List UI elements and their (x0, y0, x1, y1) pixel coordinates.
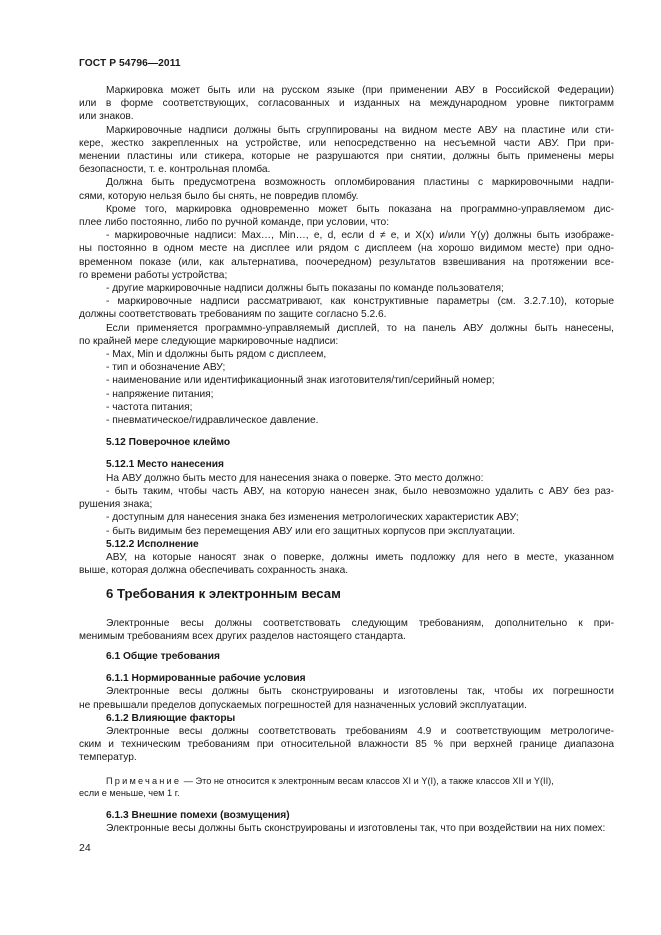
text-line: Должна быть предусмотрена возможность опломбирования пластины с маркировочными надпи- (106, 177, 614, 189)
list-item: - частота питания; (106, 401, 193, 413)
text-line: ским и техническим требованиям при относительной влажности 85 % при верхней границе диапазона (79, 739, 614, 751)
list-paragraph (79, 229, 614, 282)
paragraph: На АВУ должно быть место для нанесения знака о поверке. Это место должно: (106, 472, 484, 484)
paragraph (79, 617, 614, 643)
paragraph (79, 203, 614, 229)
text-line: Электронные весы должны соответствовать требованиям 4.9 и соответствующим метрологиче- (106, 725, 614, 737)
text-line: Кроме того, маркировка одновременно может быть показана на программно-управляемом дис- (106, 203, 614, 215)
paragraph (79, 84, 614, 124)
list-item: - пневматическое/гидравлическое давление. (106, 415, 319, 427)
text-line: температур. (79, 752, 137, 764)
text-line: - маркировочные надписи: Max…, Min…, e, d, если d ≠ e, и X(x) и/или Y(y) должны быть изображе- (106, 230, 614, 242)
text-line: - быть таким, чтобы часть АВУ, на которую нанесен знак, было невозможно удалить с АВУ без раз- (106, 485, 614, 497)
section-heading: 6.1 Общие требования (106, 650, 220, 662)
list-item: - напряжение питания; (106, 388, 214, 400)
text-line: - маркировочные надписи рассматривают, как конструктивные параметры (см. 3.2.7.10), которые (106, 296, 614, 308)
section-heading: 5.12 Поверочное клеймо (106, 437, 231, 449)
text-line: Если применяется программно-управляемый дисплей, то на панель АВУ должны быть нанесены, (106, 322, 614, 334)
page-number: 24 (79, 842, 91, 854)
text-line: менимым требованиям всех других разделов настоящего стандарта. (79, 630, 406, 642)
paragraph (79, 685, 614, 711)
standard-header: ГОСТ Р 54796—2011 (79, 58, 181, 69)
list-item: - наименование или идентификационный знак изготовителя/тип/серийный номер; (106, 375, 495, 387)
paragraph (79, 725, 614, 765)
text-line: временном показе (или, как альтернатива, поочередном) результатов взвешивания на протяжении все- (79, 256, 614, 268)
text-line: или в форме соответствующих, согласованных и изданных на международном уровне пиктограмм (79, 98, 614, 110)
text-line: — Это не относится к электронным весам классов XI и Y(I), а также классов XII и Y(II), (181, 775, 554, 786)
text-line: Маркировка может быть или на русском языке (при применении АВУ в Российской Федерации) (106, 85, 614, 96)
text-line: ны постоянно в одном месте на дисплее или рядом с дисплеем (на хорошо видимом месте) при одно- (79, 243, 614, 255)
list-item: - быть видимым без перемещения АВУ или его защитных корпусов при эксплуатации. (106, 525, 516, 537)
chapter-heading: 6 Требования к электронным весам (106, 586, 341, 602)
list-paragraph (79, 295, 614, 321)
text-line: рушения знака; (79, 499, 153, 511)
note (79, 775, 614, 800)
subsection-heading: 6.1.3 Внешние помехи (возмущения) (106, 809, 290, 821)
paragraph (79, 322, 614, 348)
paragraph (79, 551, 614, 577)
text-line: кере, жестко закрепленных на устройстве, или непосредственно на несъемной части АВУ. При при- (79, 137, 614, 149)
text-line: должны соответствовать требованиям по защите согласно 5.2.6. (79, 309, 387, 321)
text-line: если e меньше, чем 1 г. (79, 788, 180, 799)
list-item: - Max, Min и dдолжны быть рядом с дисплеем, (106, 349, 327, 361)
text-line: выше, которая должна обеспечивать сохранность знака. (79, 565, 349, 577)
subsection-heading: 6.1.1 Нормированные рабочие условия (106, 673, 306, 685)
text-line: АВУ, на которые наносят знак о поверке, должны иметь подложку для него в месте, указанном (106, 551, 614, 563)
text-line: Электронные весы должны быть сконструированы и изготовлены так, чтобы их погрешности (106, 686, 614, 698)
note-label: Примечание (106, 775, 182, 786)
list-paragraph (79, 485, 614, 511)
text-line: Маркировочные надписи должны быть сгруппированы на видном месте АВУ на пластине или сти- (106, 124, 614, 136)
text-line: плее либо постоянно, либо по ручной команде, при условии, что: (79, 217, 390, 229)
text-line: Электронные весы должны соответствовать следующим требованиям, дополнительно к при- (106, 617, 614, 629)
paragraph (79, 124, 614, 177)
text-line: безопасности, т. е. контрольная пломба. (79, 164, 271, 176)
text-line: - другие маркировочные надписи должны быть показаны по команде пользователя; (106, 283, 504, 295)
text-line: или знаков. (79, 111, 134, 123)
list-item (106, 282, 614, 295)
text-line: сями, которую нельзя было бы снять, не повредив пломбу. (79, 190, 359, 202)
paragraph: Электронные весы должны быть сконструированы и изготовлены так, что при воздействии на них помех: (106, 822, 606, 834)
text-line: менении пластины или стикера, которые не разрушаются при снятии, должны быть применены меры (79, 151, 614, 163)
list-item: - тип и обозначение АВУ; (106, 362, 226, 374)
subsection-heading: 5.12.1 Место нанесения (106, 459, 224, 471)
text-line: не превышали пределов допускаемых погрешностей для назначенных условий эксплуатации. (79, 699, 527, 711)
paragraph (79, 176, 614, 202)
text-line: по крайней мере следующие маркировочные надписи: (79, 335, 339, 347)
document-body (79, 84, 614, 835)
subsection-heading: 6.1.2 Влияющие факторы (106, 712, 236, 724)
subsection-heading: 5.12.2 Исполнение (106, 538, 199, 550)
list-item: - доступным для нанесения знака без изменения метрологических характеристик АВУ; (106, 512, 519, 524)
text-line: го времени работы устройства; (79, 269, 228, 281)
